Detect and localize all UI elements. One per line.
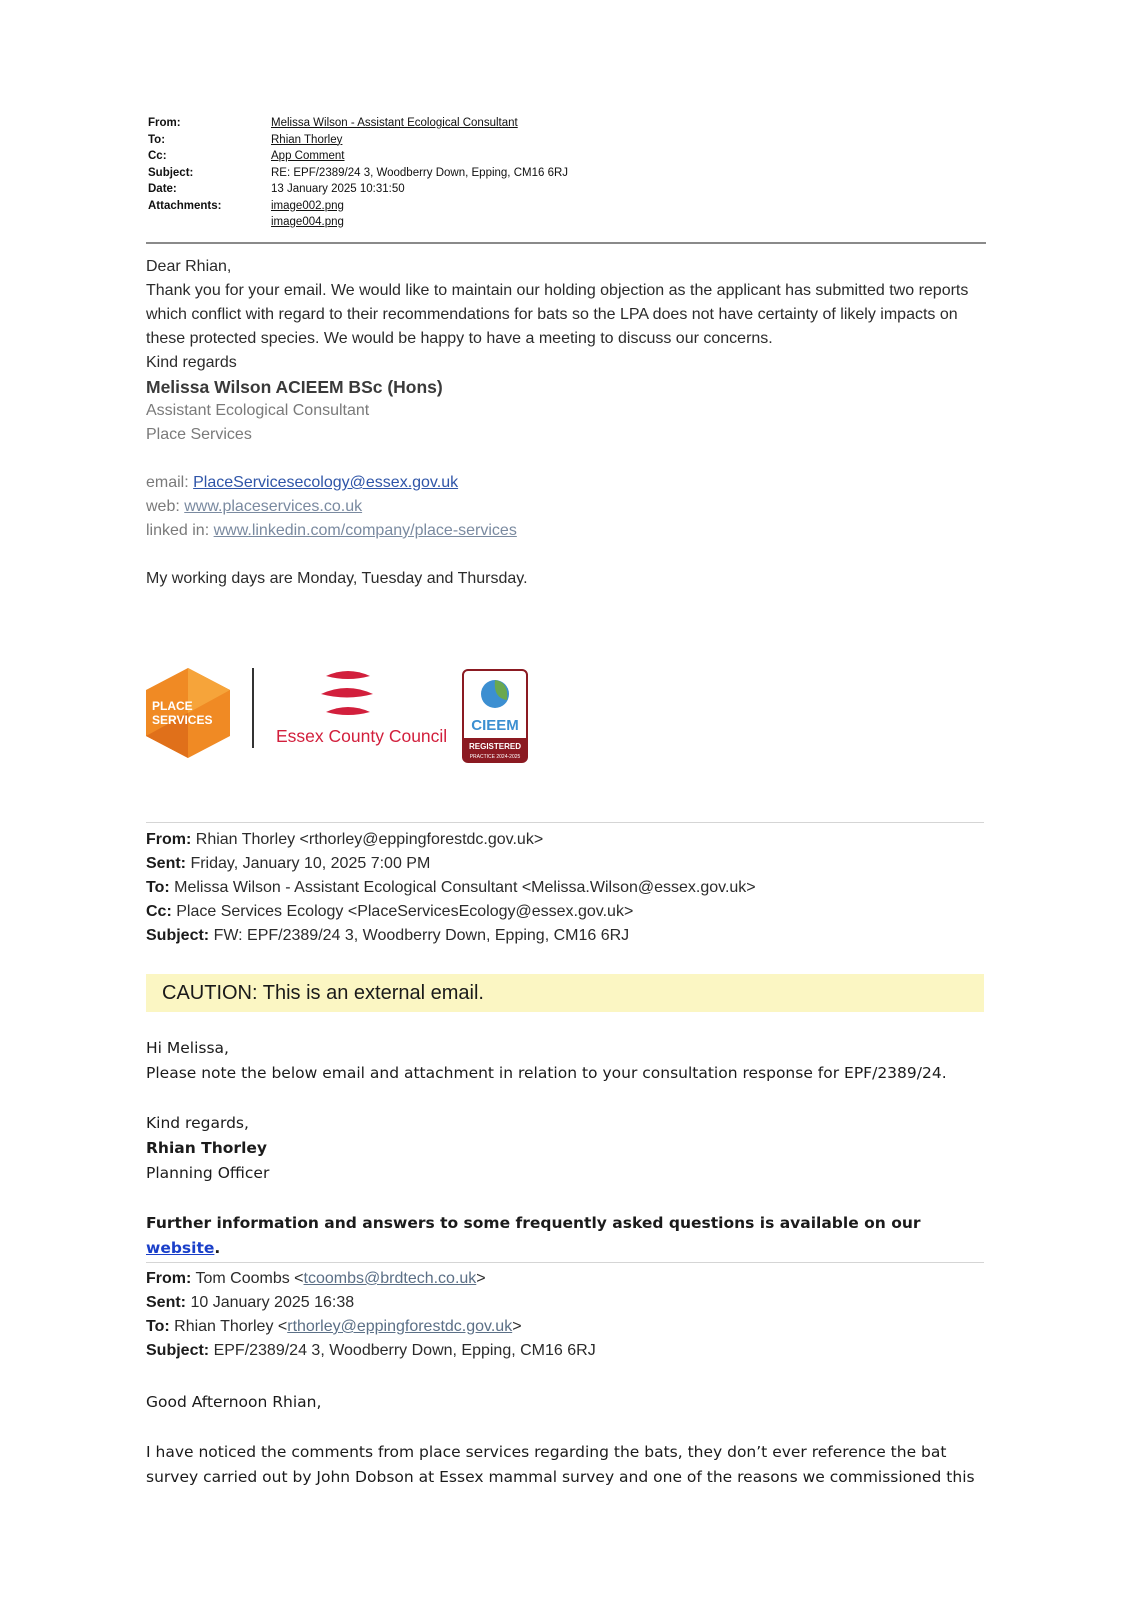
greeting: Dear Rhian, bbox=[146, 258, 232, 275]
fwd2-sent-value: 10 January 2025 16:38 bbox=[186, 1294, 355, 1311]
fwd2-from-email[interactable]: tcoombs@brdtech.co.uk bbox=[303, 1270, 477, 1287]
fwd2-to-name: Rhian Thorley < bbox=[169, 1318, 288, 1335]
date-label: Date: bbox=[148, 183, 177, 195]
fwd2-to-email[interactable]: rthorley@eppingforestdc.gov.uk bbox=[287, 1318, 513, 1335]
msg2-greeting: Good Afternoon Rhian, bbox=[146, 1393, 322, 1411]
reply-body bbox=[146, 255, 986, 591]
linkedin-link[interactable]: www.linkedin.com/company/place-services bbox=[213, 522, 517, 539]
fwd1-from-label: From: bbox=[146, 831, 192, 848]
signature-name: Melissa Wilson ACIEEM BSc (Hons) bbox=[146, 377, 443, 397]
subject-label: Subject: bbox=[148, 166, 194, 179]
cieem-text: CIEEM bbox=[471, 717, 519, 734]
email-header bbox=[148, 115, 568, 231]
logo-divider bbox=[252, 668, 254, 748]
fwd1-from-value: Rhian Thorley <rthorley@eppingforestdc.gov.uk> bbox=[191, 831, 544, 848]
date-value: 13 January 2025 10:31:50 bbox=[271, 183, 405, 195]
msg1-title: Planning Officer bbox=[146, 1164, 270, 1182]
cieem-registered: REGISTERED bbox=[468, 742, 522, 751]
attachment-link[interactable]: image004.png bbox=[271, 216, 344, 228]
closing: Kind regards bbox=[146, 354, 237, 371]
further-info-end: . bbox=[214, 1239, 221, 1257]
fwd2-subject-value: EPF/2389/24 3, Woodberry Down, Epping, CM16 6RJ bbox=[209, 1342, 596, 1359]
message-1 bbox=[146, 1036, 986, 1261]
signature-org: Place Services bbox=[146, 426, 252, 443]
reply-paragraph: Thank you for your email. We would like to maintain our holding objection as the applicant has submitted two reports which conflict with regard to their recommendations for bats so the LPA does not have certainty of likely impacts on these protected species. We would be happy to have a meeting to discuss our concerns. bbox=[146, 282, 969, 347]
essex-logo-text: Essex County Council bbox=[276, 726, 448, 746]
to-link[interactable]: Rhian Thorley bbox=[271, 133, 343, 146]
further-info-text: Further information and answers to some frequently asked questions is available on our bbox=[146, 1214, 921, 1232]
cieem-practice: PRACTICE 2024-2025 bbox=[469, 754, 521, 760]
fwd2-to-end: > bbox=[512, 1318, 522, 1335]
essex-county-council-logo bbox=[276, 671, 447, 746]
msg2-line-1: I have noticed the comments from place services regarding the bats, they don’t ever reference the bat bbox=[146, 1443, 947, 1461]
fwd1-subject-value: FW: EPF/2389/24 3, Woodberry Down, Epping, CM16 6RJ bbox=[209, 927, 630, 944]
divider bbox=[146, 822, 984, 823]
fwd1-to-label: To: bbox=[146, 879, 170, 896]
cieem-logo bbox=[463, 670, 527, 762]
fwd1-cc-label: Cc: bbox=[146, 903, 172, 920]
msg1-greeting: Hi Melissa, bbox=[146, 1039, 229, 1057]
fwd2-to-label: To: bbox=[146, 1318, 170, 1335]
message-2 bbox=[146, 1390, 996, 1490]
fwd1-sent-label: Sent: bbox=[146, 855, 186, 872]
msg1-name: Rhian Thorley bbox=[146, 1139, 268, 1157]
header-divider bbox=[146, 242, 986, 244]
fwd1-to-value: Melissa Wilson - Assistant Ecological Consultant <Melissa.Wilson@essex.gov.uk> bbox=[169, 879, 756, 896]
cc-label: Cc: bbox=[148, 150, 167, 162]
place-logo-text-1: PLACE bbox=[152, 699, 193, 713]
working-days: My working days are Monday, Tuesday and Thursday. bbox=[146, 570, 528, 587]
fwd2-from-label: From: bbox=[146, 1270, 192, 1287]
msg2-line-2: survey carried out by John Dobson at Essex mammal survey and one of the reasons we commissioned this bbox=[146, 1468, 975, 1486]
forward-header-1 bbox=[146, 828, 756, 948]
attachment-link[interactable]: image002.png bbox=[271, 199, 344, 212]
logo-banner bbox=[146, 668, 546, 783]
web-label: web: bbox=[146, 498, 185, 515]
fwd1-subject-label: Subject: bbox=[146, 927, 210, 944]
forward-header-2 bbox=[146, 1267, 596, 1363]
web-link[interactable]: www.placeservices.co.uk bbox=[184, 498, 363, 515]
email-link[interactable]: PlaceServicesecology@essex.gov.uk bbox=[193, 474, 459, 491]
fwd2-subject-label: Subject: bbox=[146, 1342, 210, 1359]
fwd1-cc-value: Place Services Ecology <PlaceServicesEcology@essex.gov.uk> bbox=[171, 903, 634, 920]
attachments-label: Attachments: bbox=[148, 199, 222, 212]
website-link[interactable]: website bbox=[146, 1239, 215, 1257]
divider bbox=[146, 1262, 984, 1263]
subject-value: RE: EPF/2389/24 3, Woodberry Down, Epping, CM16 6RJ bbox=[271, 166, 569, 179]
place-services-logo bbox=[146, 668, 230, 758]
fwd2-from-name: Tom Coombs < bbox=[191, 1270, 304, 1287]
linkedin-label: linked in: bbox=[146, 522, 214, 539]
signature-title: Assistant Ecological Consultant bbox=[146, 402, 370, 419]
caution-banner bbox=[146, 974, 984, 1012]
from-label: From: bbox=[148, 117, 181, 129]
fwd1-sent-value: Friday, January 10, 2025 7:00 PM bbox=[186, 855, 431, 872]
email-label: email: bbox=[146, 474, 194, 491]
msg1-line: Please note the below email and attachment in relation to your consultation response for EPF/2389/24. bbox=[146, 1064, 947, 1082]
place-logo-text-2: SERVICES bbox=[152, 713, 213, 727]
to-label: To: bbox=[148, 133, 166, 146]
fwd2-sent-label: Sent: bbox=[146, 1294, 186, 1311]
from-link[interactable]: Melissa Wilson - Assistant Ecological Consultant bbox=[271, 117, 518, 129]
fwd2-from-end: > bbox=[476, 1270, 486, 1287]
cc-link[interactable]: App Comment bbox=[271, 150, 345, 162]
caution-text: CAUTION: This is an external email. bbox=[162, 982, 484, 1004]
msg1-closing: Kind regards, bbox=[146, 1114, 249, 1132]
